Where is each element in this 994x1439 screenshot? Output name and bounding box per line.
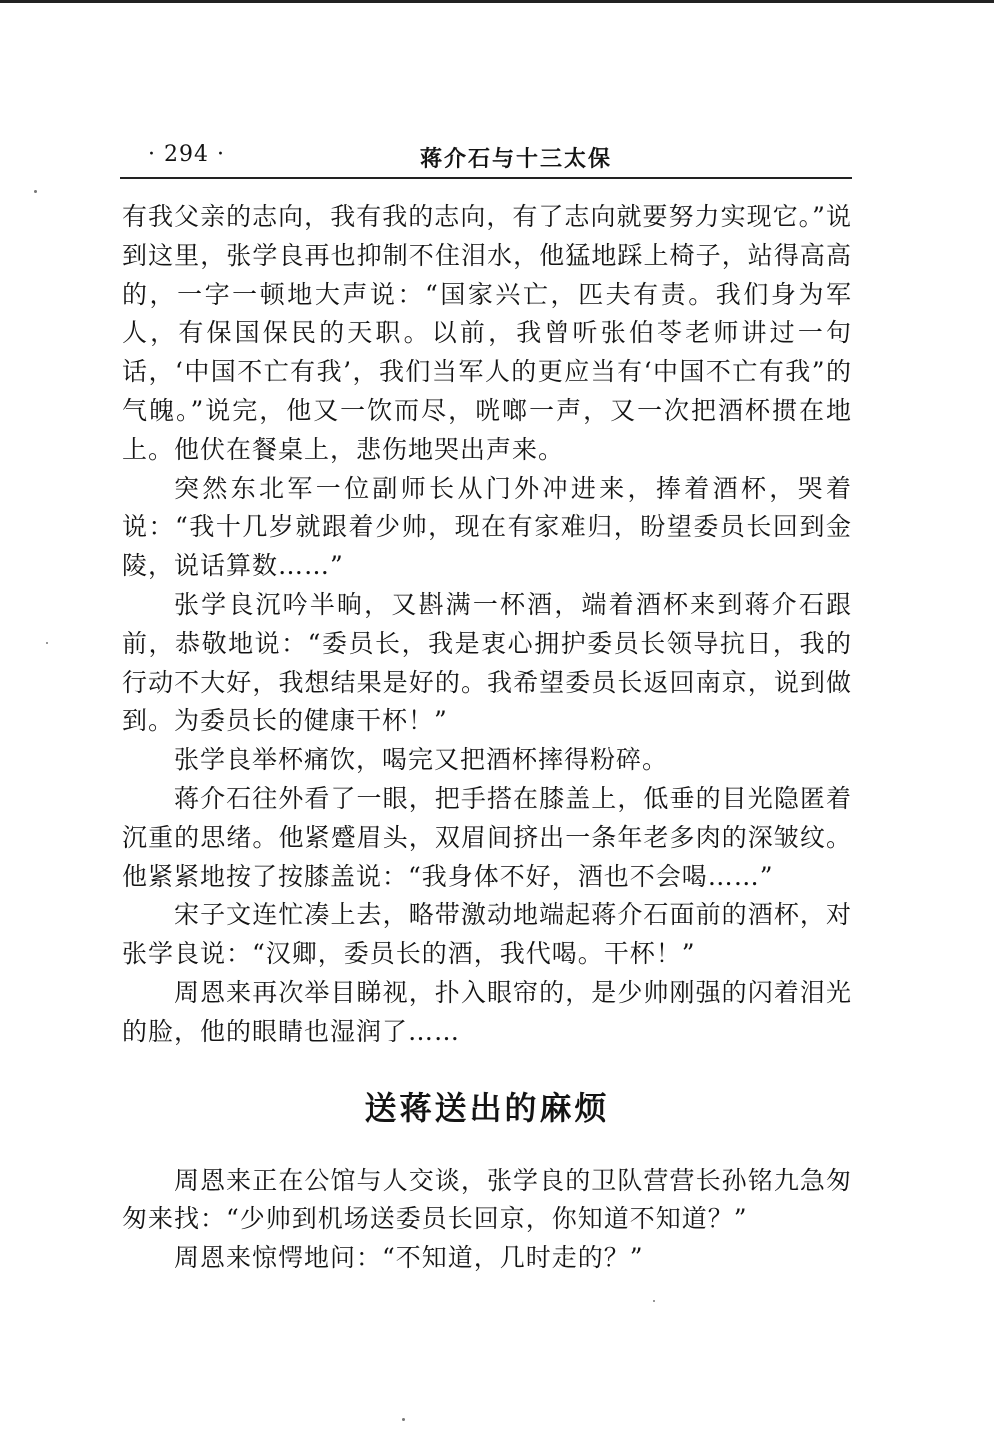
scan-speck bbox=[653, 1300, 655, 1302]
paragraph: 有我父亲的志向，我有我的志向，有了志向就要努力实现它。”说到这里，张学良再也抑制不住泪水，他猛地踩上椅子，站得高高的，一字一顿地大声说：“国家兴亡，匹夫有责。我们身为军人，有保国保民的天职。以前，我曾听张伯苓老师讲过一句话，‘中国不亡有我’，我们当军人的更应当有‘中国不亡有我”的气魄。”说完，他又一饮而尽，咣啷一声，又一次把酒杯掼在地上。他伏在餐桌上，悲伤地哭出声来。 bbox=[122, 202, 852, 464]
paragraph: 周恩来惊愕地问：“不知道，几时走的？” bbox=[174, 1243, 644, 1273]
page-number: · 294 · bbox=[148, 142, 225, 167]
header-rule bbox=[120, 177, 852, 179]
book-title: 蒋介石与十三太保 bbox=[420, 146, 613, 172]
paragraph: 突然东北军一位副师长从门外冲进来，捧着酒杯，哭着说：“我十几岁就跟着少帅，现在有家难归，盼望委员长回到金陵，说话算数……” bbox=[122, 473, 852, 581]
top-edge-rule bbox=[0, 0, 994, 3]
paragraph: 周恩来再次举目睇视，扑入眼帘的，是少帅刚强的闪着泪光的脸，他的眼睛也湿润了…… bbox=[122, 977, 852, 1046]
paragraph: 蒋介石往外看了一眼，把手搭在膝盖上，低垂的目光隐匿着沉重的思绪。他紧蹙眉头，双眉间挤出一条年老多肉的深皱纹。他紧紧地按了按膝盖说：“我身体不好，酒也不会喝……” bbox=[122, 783, 852, 891]
running-header bbox=[120, 138, 852, 174]
paragraph: 张学良沉吟半晌，又斟满一杯酒，端着酒杯来到蒋介石跟前，恭敬地说：“委员长，我是衷心拥护委员长领导抗日，我的行动不大好，我想结果是好的。我希望委员长返回南京，说到做到。为委员长的健康干杯！” bbox=[122, 589, 852, 736]
scan-speck bbox=[402, 1418, 405, 1421]
paragraph: 张学良举杯痛饮，喝完又把酒杯摔得粉碎。 bbox=[174, 745, 669, 775]
scan-speck bbox=[46, 642, 48, 644]
body-text bbox=[122, 198, 852, 1278]
paragraph: 宋子文连忙凑上去，略带激动地端起蒋介石面前的酒杯，对张学良说：“汉卿，委员长的酒，我代喝。干杯！” bbox=[122, 900, 852, 969]
scan-speck bbox=[34, 190, 37, 193]
paragraph: 周恩来正在公馆与人交谈，张学良的卫队营营长孙铭九急匆匆来找：“少帅到机场送委员长回京，你知道不知道？” bbox=[122, 1165, 852, 1234]
section-title: 送蒋送出的麻烦 bbox=[364, 1088, 610, 1127]
